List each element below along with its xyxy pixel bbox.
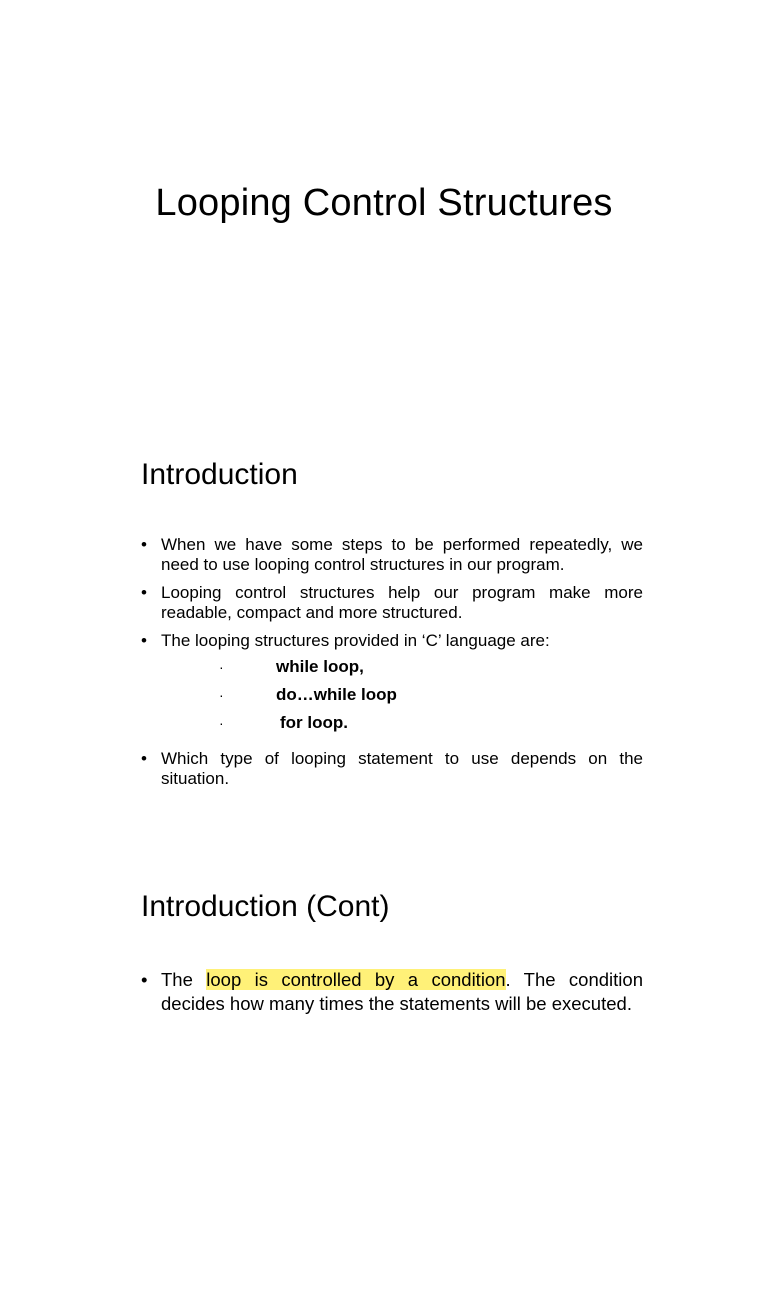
bullet-text: The looping structures provided in ‘C’ language are: [161,631,550,650]
sub-item-while-loop [161,657,643,685]
title-slide [0,0,768,432]
bullet-rest: . The condition decides how many times the statements will be executed. [161,969,643,1014]
bullet-item: • Looping control structures help our program make more readable, compact and more structured. [141,583,643,623]
sub-item-label: for loop. [280,713,348,732]
bullet-prefix: The [161,969,207,990]
slide-heading: Introduction [141,458,298,491]
presentation-title: Looping Control Structures [155,182,613,224]
bullet-item: • Which type of looping statement to use depends on the situation. [141,749,643,789]
sub-bullet-marker: · [219,715,224,731]
highlighted-text: loop is controlled by a condition [206,969,506,990]
sub-bullet-marker: · [219,687,224,703]
introduction-slide [0,432,768,864]
sub-item-do-while-loop [161,685,643,713]
sub-item-for-loop [161,713,643,741]
bullet-item [141,968,643,1016]
sub-item-label: do…while loop [276,685,397,704]
slide-heading: Introduction (Cont) [141,890,390,923]
bullet-item: • When we have some steps to be performed repeatedly, we need to use looping control structures in our program. [141,535,643,575]
introduction-cont-slide [0,864,768,1296]
sub-item-label: while loop, [276,657,364,676]
bullet-list [141,535,643,797]
bullet-list [141,968,643,1024]
loop-types-list [161,657,643,741]
bullet-item [141,631,643,741]
sub-bullet-marker: · [219,659,224,675]
